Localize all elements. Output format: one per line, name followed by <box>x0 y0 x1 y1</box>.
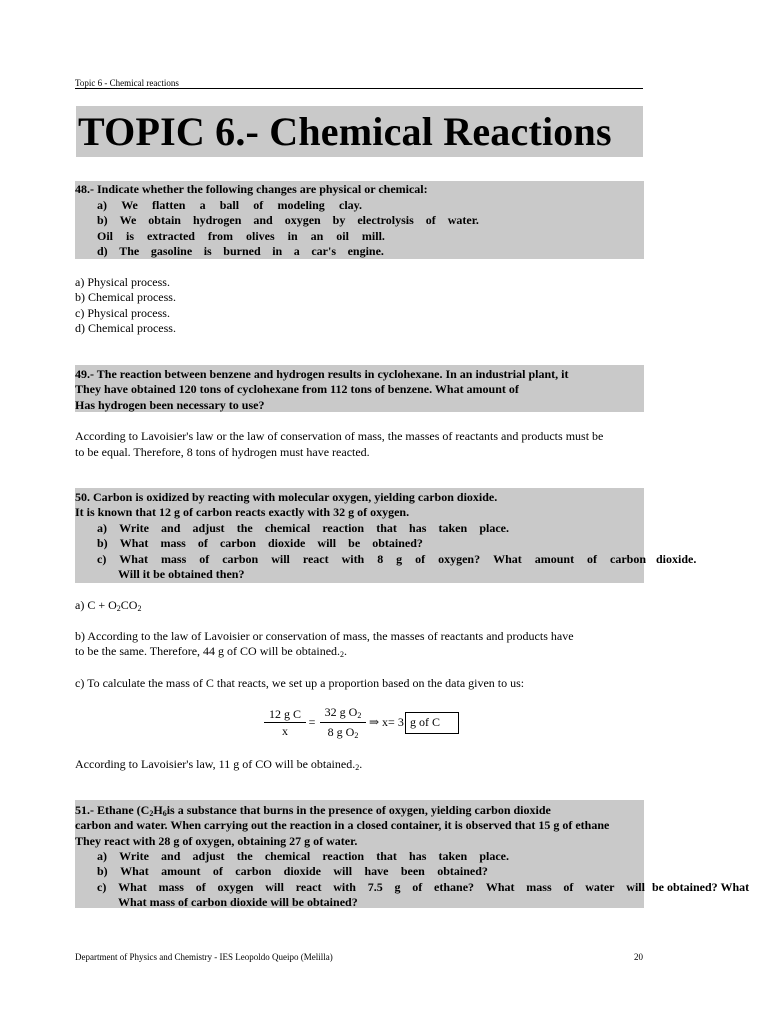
word: c) <box>97 552 107 566</box>
word: b) <box>97 536 108 550</box>
word: of <box>425 213 436 227</box>
word: 7.5 <box>367 880 383 894</box>
q50-conclusion <box>75 757 362 775</box>
word: with <box>333 880 356 894</box>
q51-item-b-words <box>97 864 488 879</box>
q49-line-1: 49.- The reaction between benzene and hydrogen results in cyclohexane. In an industrial plant, it <box>75 367 569 381</box>
q50-line-1: 50. Carbon is oxidized by reacting with molecular oxygen, yielding carbon dioxide. <box>75 490 498 504</box>
word: the <box>236 521 253 535</box>
word: and <box>161 521 181 535</box>
q50-answer-a-sub: 2 <box>116 604 121 613</box>
word: is <box>203 244 212 258</box>
q48-item-a <box>97 198 362 213</box>
q50-line-2: It is known that 12 g of carbon reacts exactly with 32 g of oxygen. <box>75 505 410 519</box>
word: obtained? <box>372 536 423 550</box>
word: have <box>364 864 389 878</box>
word: amount <box>534 552 575 566</box>
word: by <box>332 213 346 227</box>
q51-item-c-continued: What mass of carbon dioxide will be obtained? <box>118 895 358 909</box>
word: of <box>195 880 206 894</box>
q50-answer-a-product: CO <box>120 598 138 612</box>
eq-denominator-2-sub: 2 <box>354 731 359 740</box>
word: What <box>118 880 147 894</box>
q51-item-c <box>97 880 645 895</box>
word: clay. <box>339 198 362 212</box>
word: What <box>119 552 148 566</box>
word: of <box>415 552 426 566</box>
eq-fraction-bar-1 <box>264 722 306 723</box>
q51-carbon-subscript: 2 <box>149 809 154 818</box>
word: of <box>199 552 210 566</box>
q51-line-1-end: is a substance that burns in the presence of oxygen, yielding carbon dioxide <box>166 803 551 817</box>
q48-item-b <box>97 213 479 228</box>
word: modeling <box>277 198 325 212</box>
q50-item-c <box>97 552 646 567</box>
eq-boxed-unit: g of C <box>410 715 440 729</box>
word: 8 <box>377 552 384 566</box>
word: a) <box>97 521 107 535</box>
word: an <box>310 229 324 243</box>
word: oil <box>336 229 349 243</box>
q48-item-d <box>97 244 384 259</box>
q48-answer-c: c) Physical process. <box>75 306 170 320</box>
word: oxygen <box>217 880 254 894</box>
word: will <box>333 864 353 878</box>
word: place. <box>479 521 509 535</box>
word: carbon <box>235 864 272 878</box>
eq-denominator-2-text: 8 g O <box>327 725 355 739</box>
q50-answer-b-text: to be the same. Therefore, 44 g of CO will be obtained. <box>75 644 341 658</box>
word: oxygen <box>284 213 321 227</box>
word: The <box>119 244 140 258</box>
word: dioxide <box>283 864 321 878</box>
word: reaction <box>322 849 365 863</box>
word: react <box>295 880 322 894</box>
word: ethane? <box>434 880 475 894</box>
word: with <box>341 552 365 566</box>
q50-item-c-overflow: dioxide. <box>656 552 697 566</box>
q49-answer-line-1: According to Lavoisier's law or the law of conservation of mass, the masses of reactants and products must be <box>75 429 604 443</box>
word: in <box>272 244 283 258</box>
word: is <box>125 229 134 243</box>
q48-answer-d: d) Chemical process. <box>75 321 176 335</box>
word: We <box>119 213 137 227</box>
q49-line-3: Has hydrogen been necessary to use? <box>75 398 265 412</box>
q51-item-b <box>97 864 488 879</box>
word: burned <box>223 244 261 258</box>
word: c) <box>97 880 107 894</box>
word: Oil <box>97 229 114 243</box>
word: taken <box>438 849 468 863</box>
q48-item-b-words <box>97 213 479 228</box>
q48-item-d-words <box>97 244 384 259</box>
eq-denominator-2 <box>318 725 368 740</box>
word: taken <box>438 521 468 535</box>
word: engine. <box>347 244 384 258</box>
q51-item-c-words <box>97 880 645 895</box>
word: will <box>265 880 284 894</box>
word: been <box>400 864 425 878</box>
word: water. <box>447 213 479 227</box>
q51-item-c-overflow: be obtained? What <box>652 880 750 894</box>
q50-answer-a <box>75 598 141 616</box>
word: b) <box>97 213 108 227</box>
q50-item-c-words <box>97 552 646 567</box>
word: mill. <box>361 229 385 243</box>
word: chemical <box>264 521 311 535</box>
q49-answer-line-2: to be equal. Therefore, 8 tons of hydrogen must have reacted. <box>75 445 370 459</box>
word: ball <box>219 198 240 212</box>
q50-item-c-continued: Will it be obtained then? <box>118 567 245 581</box>
word: d) <box>97 244 108 258</box>
q50-item-a <box>97 521 509 536</box>
eq-numerator-2-text: 32 g O <box>324 705 358 719</box>
word: obtained? <box>437 864 488 878</box>
q48-answer-a: a) Physical process. <box>75 275 170 289</box>
word: olives <box>246 229 275 243</box>
word: react <box>302 552 329 566</box>
q50-conclusion-sub: 2 <box>355 763 360 772</box>
q48-answer-b: b) Chemical process. <box>75 290 176 304</box>
word: What <box>119 536 149 550</box>
word: b) <box>97 864 108 878</box>
word: carbon <box>219 536 256 550</box>
word: adjust <box>192 521 225 535</box>
word: from <box>207 229 234 243</box>
word: a) <box>97 849 107 863</box>
q50-answer-b-end: . <box>344 644 348 658</box>
word: mass <box>160 552 187 566</box>
q51-line-3: They react with 28 g of oxygen, obtaining 27 g of water. <box>75 834 358 848</box>
word: dioxide <box>268 536 306 550</box>
word: a <box>293 244 300 258</box>
word: carbon <box>222 552 259 566</box>
word: has <box>409 521 427 535</box>
word: place. <box>479 849 509 863</box>
word: flatten <box>152 198 186 212</box>
q50-item-a-words <box>97 521 509 536</box>
word: hydrogen <box>192 213 242 227</box>
word: the <box>236 849 253 863</box>
word: Write <box>119 521 149 535</box>
eq-numerator-1: 12 g C <box>268 707 301 721</box>
word: g <box>396 552 403 566</box>
word: mass <box>526 880 552 894</box>
q50-item-b <box>97 536 423 551</box>
word: mass <box>160 536 186 550</box>
word: in <box>287 229 298 243</box>
word: electrolysis <box>357 213 414 227</box>
word: g <box>394 880 401 894</box>
eq-result: ⇒ x= 3 <box>369 715 404 729</box>
eq-numerator-2 <box>318 705 368 720</box>
q48-item-c <box>97 229 385 244</box>
word: and <box>161 849 181 863</box>
word: that <box>376 521 397 535</box>
q50-item-b-words <box>97 536 423 551</box>
word: amount <box>161 864 201 878</box>
word: of <box>587 552 598 566</box>
q50-answer-c: c) To calculate the mass of C that reacts, we set up a proportion based on the data given to us: <box>75 676 525 690</box>
word: water <box>585 880 615 894</box>
header-rule <box>75 88 643 89</box>
q51-line-2: carbon and water. When carrying out the reaction in a closed container, it is observed that 15 g of ethane <box>75 818 610 832</box>
word: We <box>121 198 138 212</box>
word: a) <box>97 198 107 212</box>
q51-hydrogen-subscript: 6 <box>162 809 167 818</box>
word: obtain <box>148 213 181 227</box>
eq-equals: = <box>308 715 316 729</box>
word: oxygen? <box>438 552 481 566</box>
q51-item-a <box>97 849 509 864</box>
word: What <box>120 864 149 878</box>
word: of <box>253 198 264 212</box>
q50-conclusion-text: According to Lavoisier's law, 11 g of CO will be obtained. <box>75 757 356 771</box>
word: gasoline <box>150 244 193 258</box>
q50-answer-a-text: a) C + O <box>75 598 117 612</box>
q51-item-a-words <box>97 849 509 864</box>
eq-denominator-1: x <box>282 724 288 738</box>
word: and <box>253 213 273 227</box>
q51-hydrogen-symbol: H <box>153 803 163 817</box>
q50-answer-b-sub: 2 <box>340 650 345 659</box>
word: of <box>412 880 423 894</box>
q50-conclusion-end: . <box>359 757 363 771</box>
page-number: 20 <box>634 952 643 962</box>
word: carbon <box>610 552 646 566</box>
word: mass <box>158 880 184 894</box>
word: car's <box>311 244 337 258</box>
word: will <box>626 880 645 894</box>
word: has <box>409 849 427 863</box>
page-title: TOPIC 6.- Chemical Reactions <box>78 109 612 154</box>
word: of <box>563 880 574 894</box>
word: adjust <box>192 849 225 863</box>
q48-question: 48.- Indicate whether the following changes are physical or chemical: <box>75 182 428 196</box>
word: What <box>493 552 522 566</box>
q48-item-a-words <box>97 198 362 213</box>
word: a <box>199 198 206 212</box>
word: reaction <box>322 521 365 535</box>
word: will <box>271 552 290 566</box>
q50-answer-a-product-sub: 2 <box>137 604 142 613</box>
eq-fraction-bar-2 <box>320 722 366 723</box>
word: of <box>197 536 208 550</box>
eq-numerator-2-sub: 2 <box>357 711 362 720</box>
word: What <box>485 880 515 894</box>
word: Write <box>119 849 149 863</box>
word: be <box>348 536 361 550</box>
q51-line-1-start: 51.- Ethane (C <box>75 803 150 817</box>
word: that <box>376 849 397 863</box>
footer-department: Department of Physics and Chemistry - IES Leopoldo Queipo (Melilla) <box>75 952 333 962</box>
running-header: Topic 6 - Chemical reactions <box>75 78 179 88</box>
word: of <box>212 864 223 878</box>
q48-item-c-words <box>97 229 385 244</box>
q50-answer-b-line-1: b) According to the law of Lavoisier or conservation of mass, the masses of reactants and products have <box>75 629 574 643</box>
word: chemical <box>264 849 311 863</box>
word: extracted <box>146 229 195 243</box>
q50-answer-b-line-2 <box>75 644 347 662</box>
word: will <box>317 536 337 550</box>
q49-line-2: They have obtained 120 tons of cyclohexane from 112 tons of benzene. What amount of <box>75 382 519 396</box>
